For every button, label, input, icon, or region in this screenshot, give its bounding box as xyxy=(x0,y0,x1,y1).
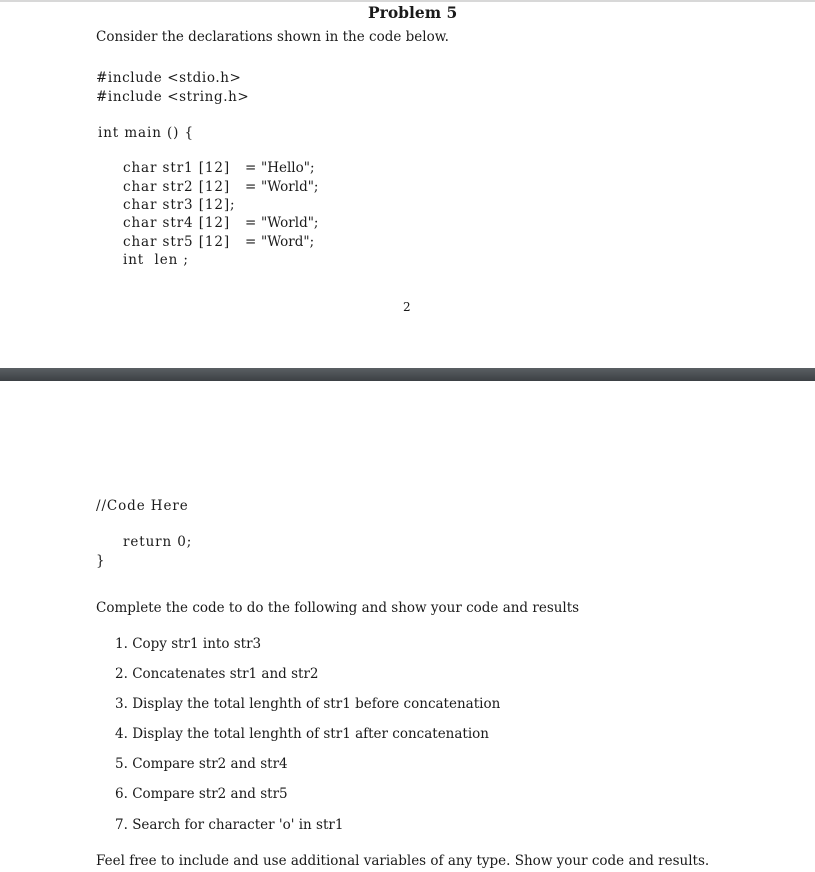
declaration-str2: char str2 [12] xyxy=(123,179,231,195)
task-text: Copy str1 into str3 xyxy=(132,636,262,652)
declaration-str4-value: "World"; xyxy=(261,215,319,231)
declaration-str1-eq: = xyxy=(245,160,258,176)
problem-title: Problem 5 xyxy=(368,3,458,22)
closing-brace: } xyxy=(96,553,106,569)
page-top-border xyxy=(0,0,815,2)
task-item-1 xyxy=(115,638,261,652)
task-item-3 xyxy=(115,698,500,712)
task-number: 3. xyxy=(115,696,128,712)
code-comment: //Code Here xyxy=(96,498,189,514)
task-item-4 xyxy=(115,728,489,742)
task-number: 7. xyxy=(115,817,128,833)
task-number: 4. xyxy=(115,726,128,742)
task-item-2 xyxy=(115,668,319,682)
task-text: Compare str2 and str4 xyxy=(132,756,288,772)
page-separator xyxy=(0,368,815,381)
declaration-str4: char str4 [12] xyxy=(123,215,231,231)
task-text: Display the total lenghth of str1 before concatenation xyxy=(132,696,501,712)
task-number: 6. xyxy=(115,786,128,802)
page-number: 2 xyxy=(403,300,411,314)
include-string: #include <string.h> xyxy=(96,89,250,105)
declaration-str4-eq: = xyxy=(245,215,258,231)
task-number: 2. xyxy=(115,666,128,682)
document-page-1 xyxy=(0,0,815,368)
declaration-str3: char str3 [12]; xyxy=(123,197,236,213)
task-text: Display the total lenghth of str1 after concatenation xyxy=(132,726,489,742)
task-item-7 xyxy=(115,819,343,833)
task-text: Concatenates str1 and str2 xyxy=(132,666,319,682)
task-item-6 xyxy=(115,788,288,802)
task-text: Search for character 'o' in str1 xyxy=(132,817,344,833)
declaration-len: int len ; xyxy=(123,252,189,268)
include-stdio: #include <stdio.h> xyxy=(96,70,242,86)
return-statement: return 0; xyxy=(123,534,193,550)
main-declaration: int main () { xyxy=(98,125,194,141)
declaration-str2-value: "World"; xyxy=(261,179,319,195)
declaration-str5: char str5 [12] xyxy=(123,234,231,250)
intro-text: Consider the declarations shown in the code below. xyxy=(96,29,449,45)
declaration-str1: char str1 [12] xyxy=(123,160,231,176)
task-item-5 xyxy=(115,758,288,772)
instructions-text: Complete the code to do the following and show your code and results xyxy=(96,600,580,616)
task-text: Compare str2 and str5 xyxy=(132,786,288,802)
task-number: 5. xyxy=(115,756,128,772)
footer-note: Feel free to include and use additional variables of any type. Show your code and results. xyxy=(96,853,710,869)
declaration-str5-eq: = xyxy=(245,234,258,250)
declaration-str2-eq: = xyxy=(245,179,258,195)
declaration-str5-value: "Word"; xyxy=(261,234,315,250)
declaration-str1-value: "Hello"; xyxy=(261,160,315,176)
task-number: 1. xyxy=(115,636,128,652)
